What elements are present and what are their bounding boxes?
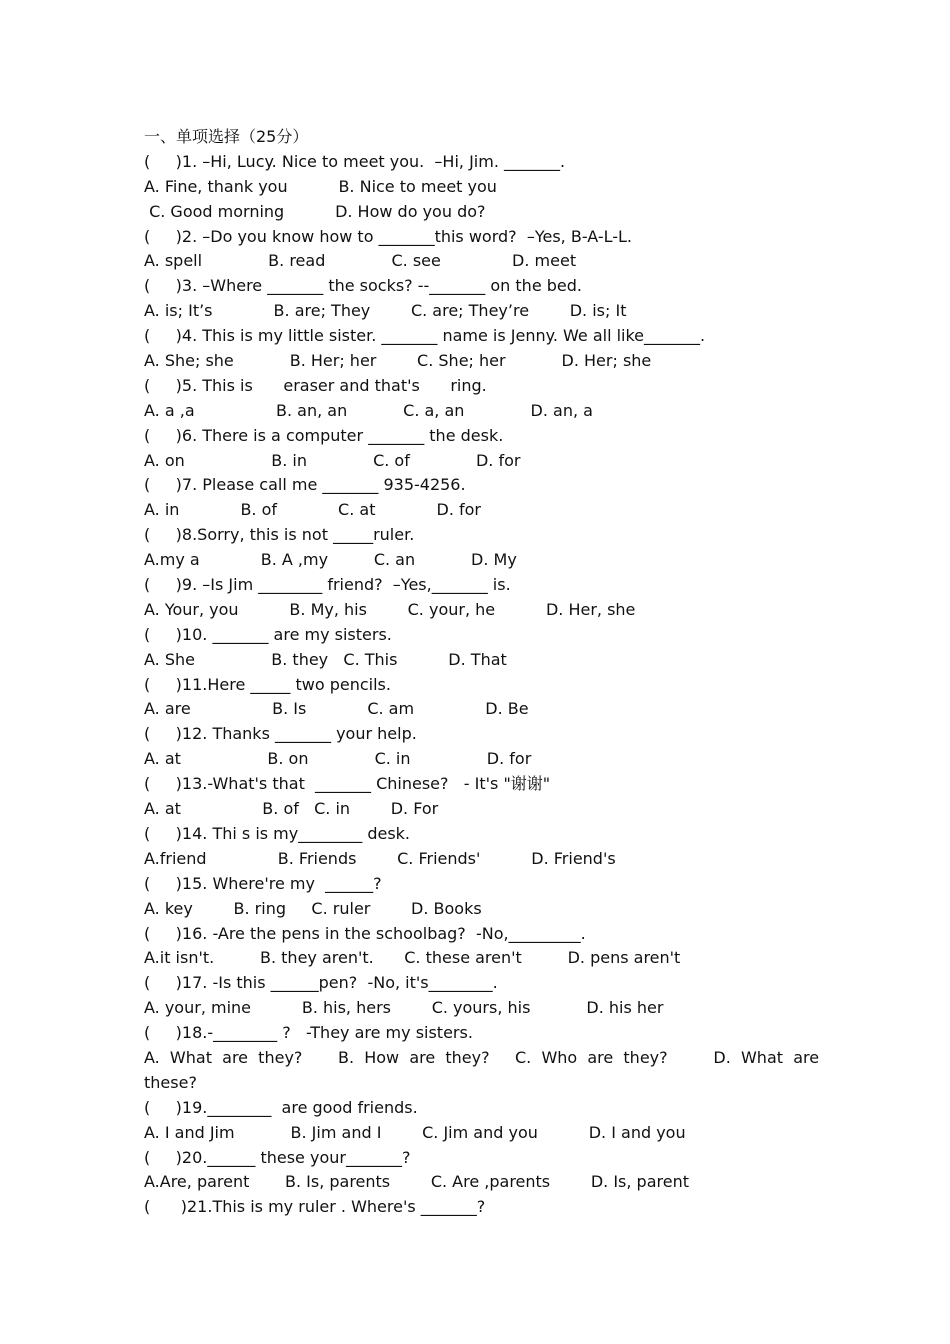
q1-options-ab: A. Fine, thank you B. Nice to meet you	[144, 176, 497, 196]
q18-options-continued: these?	[144, 1072, 197, 1092]
q6-options: A. on B. in C. of D. for	[144, 450, 521, 470]
q7-options: A. in B. of C. at D. for	[144, 500, 481, 520]
q8-options: A.my a B. A ,my C. an D. My	[144, 550, 517, 570]
q8-stem: ( )8.Sorry, this is not _____ruler.	[144, 525, 415, 545]
q19-stem: ( )19.________ are good friends.	[144, 1097, 418, 1117]
q2-options: A. spell B. read C. see D. meet	[144, 251, 577, 271]
q1-options-cd: C. Good morning D. How do you do?	[144, 201, 486, 221]
q4-stem: ( )4. This is my little sister. _______ name is Jenny. We all like_______.	[144, 326, 706, 346]
q13-stem: ( )13.-What's that _______ Chinese? - It's "谢谢"	[144, 774, 551, 794]
q1-stem: ( )1. –Hi, Lucy. Nice to meet you. –Hi, Jim. _______.	[144, 151, 566, 171]
q3-options: A. is; It’s B. are; They C. are; They’re D. is; It	[144, 301, 627, 321]
q18-options: A. What are they? B. How are they? C. Who are they? D. What are	[144, 1047, 820, 1067]
section-title: 一、单项选择（25分）	[144, 127, 309, 146]
q11-stem: ( )11.Here _____ two pencils.	[144, 674, 391, 694]
q14-options: A.friend B. Friends C. Friends' D. Friend's	[144, 848, 616, 868]
q12-options: A. at B. on C. in D. for	[144, 749, 532, 769]
q15-stem: ( )15. Where're my ______?	[144, 873, 382, 893]
q20-stem: ( )20.______ these your_______?	[144, 1147, 411, 1167]
q7-stem: ( )7. Please call me _______ 935-4256.	[144, 475, 466, 495]
q9-options: A. Your, you B. My, his C. your, he D. Her, she	[144, 599, 636, 619]
q4-options: A. She; she B. Her; her C. She; her D. Her; she	[144, 351, 652, 371]
q14-stem: ( )14. Thi s is my________ desk.	[144, 823, 411, 843]
q13-options: A. at B. of C. in D. For	[144, 799, 439, 819]
q16-stem: ( )16. -Are the pens in the schoolbag? -No,_________.	[144, 923, 586, 943]
q2-stem: ( )2. –Do you know how to _______this word? –Yes, B-A-L-L.	[144, 226, 633, 246]
q5-stem: ( )5. This is eraser and that's ring.	[144, 375, 487, 395]
q15-options: A. key B. ring C. ruler D. Books	[144, 898, 482, 918]
q20-options: A.Are, parent B. Is, parents C. Are ,parents D. Is, parent	[144, 1172, 689, 1192]
q10-stem: ( )10. _______ are my sisters.	[144, 624, 392, 644]
q9-stem: ( )9. –Is Jim ________ friend? –Yes,_______ is.	[144, 575, 511, 595]
q18-stem: ( )18.-________ ? -They are my sisters.	[144, 1023, 473, 1043]
q19-options: A. I and Jim B. Jim and I C. Jim and you D. I and you	[144, 1122, 686, 1142]
q5-options: A. a ,a B. an, an C. a, an D. an, a	[144, 400, 593, 420]
q11-options: A. are B. Is C. am D. Be	[144, 699, 529, 719]
q10-options: A. She B. they C. This D. That	[144, 649, 507, 669]
q21-stem: ( )21.This is my ruler . Where's _______?	[144, 1197, 486, 1217]
q16-options: A.it isn't. B. they aren't. C. these aren't D. pens aren't	[144, 948, 681, 968]
question-list	[144, 125, 820, 1220]
q17-stem: ( )17. -Is this ______pen? -No, it's________.	[144, 973, 498, 993]
q12-stem: ( )12. Thanks _______ your help.	[144, 724, 417, 744]
q6-stem: ( )6. There is a computer _______ the desk.	[144, 425, 504, 445]
q3-stem: ( )3. –Where _______ the socks? --_______ on the bed.	[144, 276, 582, 296]
q17-options: A. your, mine B. his, hers C. yours, his D. his her	[144, 998, 664, 1018]
